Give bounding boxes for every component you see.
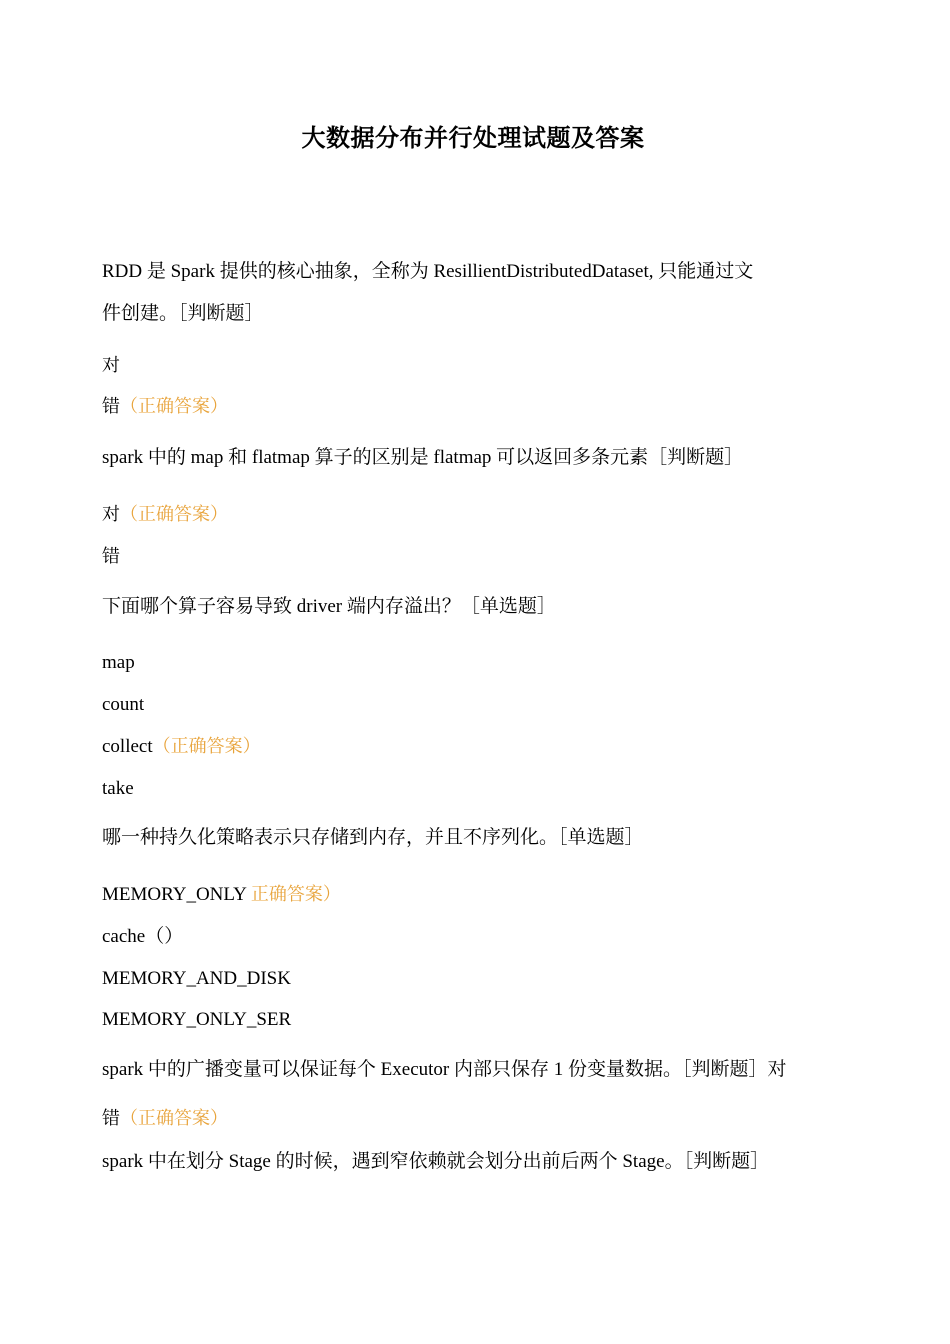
question-3-option-1: [102, 649, 135, 677]
option-text: 错: [102, 1108, 120, 1129]
option-text: 对: [102, 355, 120, 376]
question-6-stem: spark 中在划分 Stage 的时候，遇到窄依赖就会划分出前后两个 Stage。［判断题］: [102, 1151, 770, 1172]
document-title: 大数据分布并行处理试题及答案: [301, 124, 645, 152]
option-text: take: [102, 778, 134, 799]
correct-answer-mark: （正确答案）: [152, 736, 261, 757]
question-2-stem: spark 中的 map 和 flatmap 算子的区别是 flatmap 可以返回多条元素［判断题］: [102, 447, 744, 468]
option-text: map: [102, 652, 135, 673]
option-text: cache（）: [102, 926, 184, 947]
correct-answer-mark: （正确答案）: [120, 504, 228, 525]
question-1-stem-line-2: 件创建。［判断题］: [102, 303, 264, 324]
correct-answer-mark: （正确答案）: [120, 396, 228, 417]
question-5-option-2: [102, 1105, 228, 1133]
option-text: collect: [102, 736, 153, 757]
question-4-option-1: [102, 881, 341, 909]
question-1-stem-line-1: RDD 是 Spark 提供的核心抽象，全称为 ResillientDistributedDataset, 只能通过文: [102, 261, 754, 282]
question-4-option-2: [102, 923, 183, 951]
option-text: MEMORY_ONLY: [102, 884, 247, 905]
question-4-option-4: [102, 1006, 291, 1034]
option-text: 错: [102, 396, 120, 417]
question-1-option-1: [102, 352, 120, 380]
option-text: count: [102, 694, 145, 715]
question-3-option-2: [102, 691, 144, 719]
question-2-option-2: [102, 543, 120, 571]
option-text: 错: [102, 546, 120, 567]
question-3-option-3: [102, 733, 261, 761]
option-text: 对: [102, 504, 120, 525]
question-3-stem: 下面哪个算子容易导致 driver 端内存溢出？［单选题］: [102, 596, 556, 617]
question-4-stem: 哪一种持久化策略表示只存储到内存，并且不序列化。［单选题］: [102, 827, 644, 848]
question-4-option-3: [102, 965, 291, 993]
correct-answer-mark: （正确答案）: [120, 1108, 228, 1129]
correct-answer-mark: 正确答案）: [250, 884, 341, 905]
question-1-option-2: [102, 393, 228, 421]
question-5-stem: spark 中的广播变量可以保证每个 Executor 内部只保存 1 份变量数据。［判断题］对: [102, 1059, 787, 1080]
question-3-option-4: [102, 775, 134, 803]
option-text: MEMORY_AND_DISK: [102, 968, 291, 989]
question-2-option-1: [102, 501, 228, 529]
option-text: MEMORY_ONLY_SER: [102, 1009, 292, 1030]
